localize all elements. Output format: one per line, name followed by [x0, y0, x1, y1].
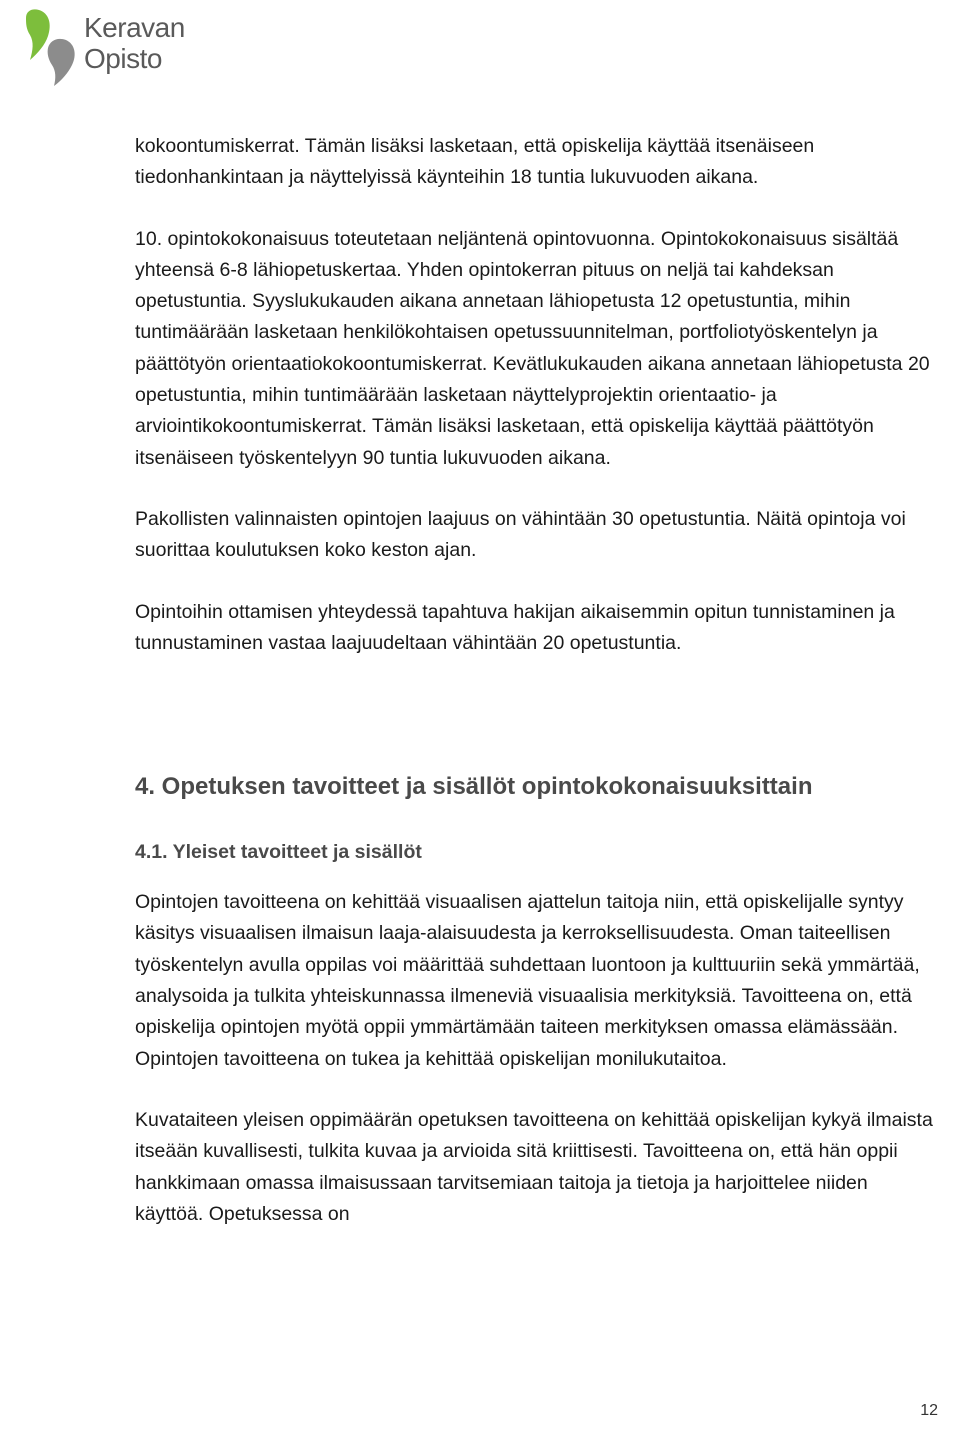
document-body: [135, 131, 935, 1230]
paragraph: kokoontumiskerrat. Tämän lisäksi lasketaan, että opiskelija käyttää itsenäiseen tiedonhankintaan ja näyttelyissä käynteihin 18 tuntia lukuvuoden aikana.: [135, 135, 815, 189]
paragraph: Opintoihin ottamisen yhteydessä tapahtuva hakijan aikaisemmin opitun tunnistaminen ja tunnustaminen vastaa laajuudeltaan vähintään 20 opetustuntia.: [135, 600, 895, 654]
paragraph: Kuvataiteen yleisen oppimäärän opetuksen tavoitteena on kehittää opiskelijan kykyä ilmaista itseään kuvallisesti, tulkita kuvaa ja arvioida sitä kriittisesti. Tavoitteena on, että hän oppii hankkimaan omassa ilmaisussaan tarvitsemiaan taitoja ja tietoja ja harjoittelee niiden käyttöä. Opetuksessa on: [135, 1108, 933, 1225]
keravan-opisto-logo: [22, 8, 192, 88]
page-number: 12: [920, 1402, 938, 1419]
paragraph: Pakollisten valinnaisten opintojen laajuus on vähintään 30 opetustuntia. Näitä opintoja voi suorittaa koulutuksen koko keston ajan.: [135, 507, 906, 562]
paragraph: 10. opintokokonaisuus toteutetaan neljäntenä opintovuonna. Opintokokonaisuus sisältää yhteensä 6-8 lähiopetuskertaa. Yhden opintokerran pituus on neljä tai kahdeksan opetustuntia. Syyslukukauden aikana annetaan lähiopetusta 12 opetustuntia, mihin tuntimäärään lasketaan henkilökohtaisen opetussuunnitelman, portfoliotyöskentelyn ja päättötyön orientaatiokokoontumiskerrat. Kevätlukukauden aikana annetaan lähiopetusta 20 opetustuntia, mihin tuntimäärään lasketaan näyttelyprojektin orientaatio- ja arviointikokoontumiskerrat. Tämän lisäksi lasketaan, että opiskelija käyttää päättötyön itsenäiseen työskentelyyn 90 tuntia lukuvuoden aikana.: [135, 227, 930, 469]
paragraph: Opintojen tavoitteena on kehittää visuaalisen ajattelun taitoja niin, että opiskelijalle syntyy käsitys visuaalisen ilmaisun laaja-alaisuudesta ja kerroksellisuudesta. Oman taiteellisen työskentelyn avulla oppilas voi määrittää suhdettaan luontoon ja kulttuuriin sekä ymmärtää, analysoida ja tulkita yhteiskunnassa ilmeneviä visuaalisia merkityksiä. Tavoitteena on, että opiskelija opintojen myötä oppii ymmärtämään taiteen merkityksen omassa elämässään. Opintojen tavoitteena on tukea ja kehittää opiskelijan monilukutaitoa.: [135, 891, 920, 1070]
speech-bubbles-icon: [22, 8, 84, 88]
logo-wordmark: [84, 12, 185, 74]
logo-line-2: Opisto: [84, 43, 162, 74]
subsection-heading: 4.1. Yleiset tavoitteet ja sisällöt: [135, 841, 422, 864]
logo-line-1: Keravan: [84, 12, 185, 43]
section-heading: 4. Opetuksen tavoitteet ja sisällöt opintokokonaisuuksittain: [135, 773, 813, 801]
